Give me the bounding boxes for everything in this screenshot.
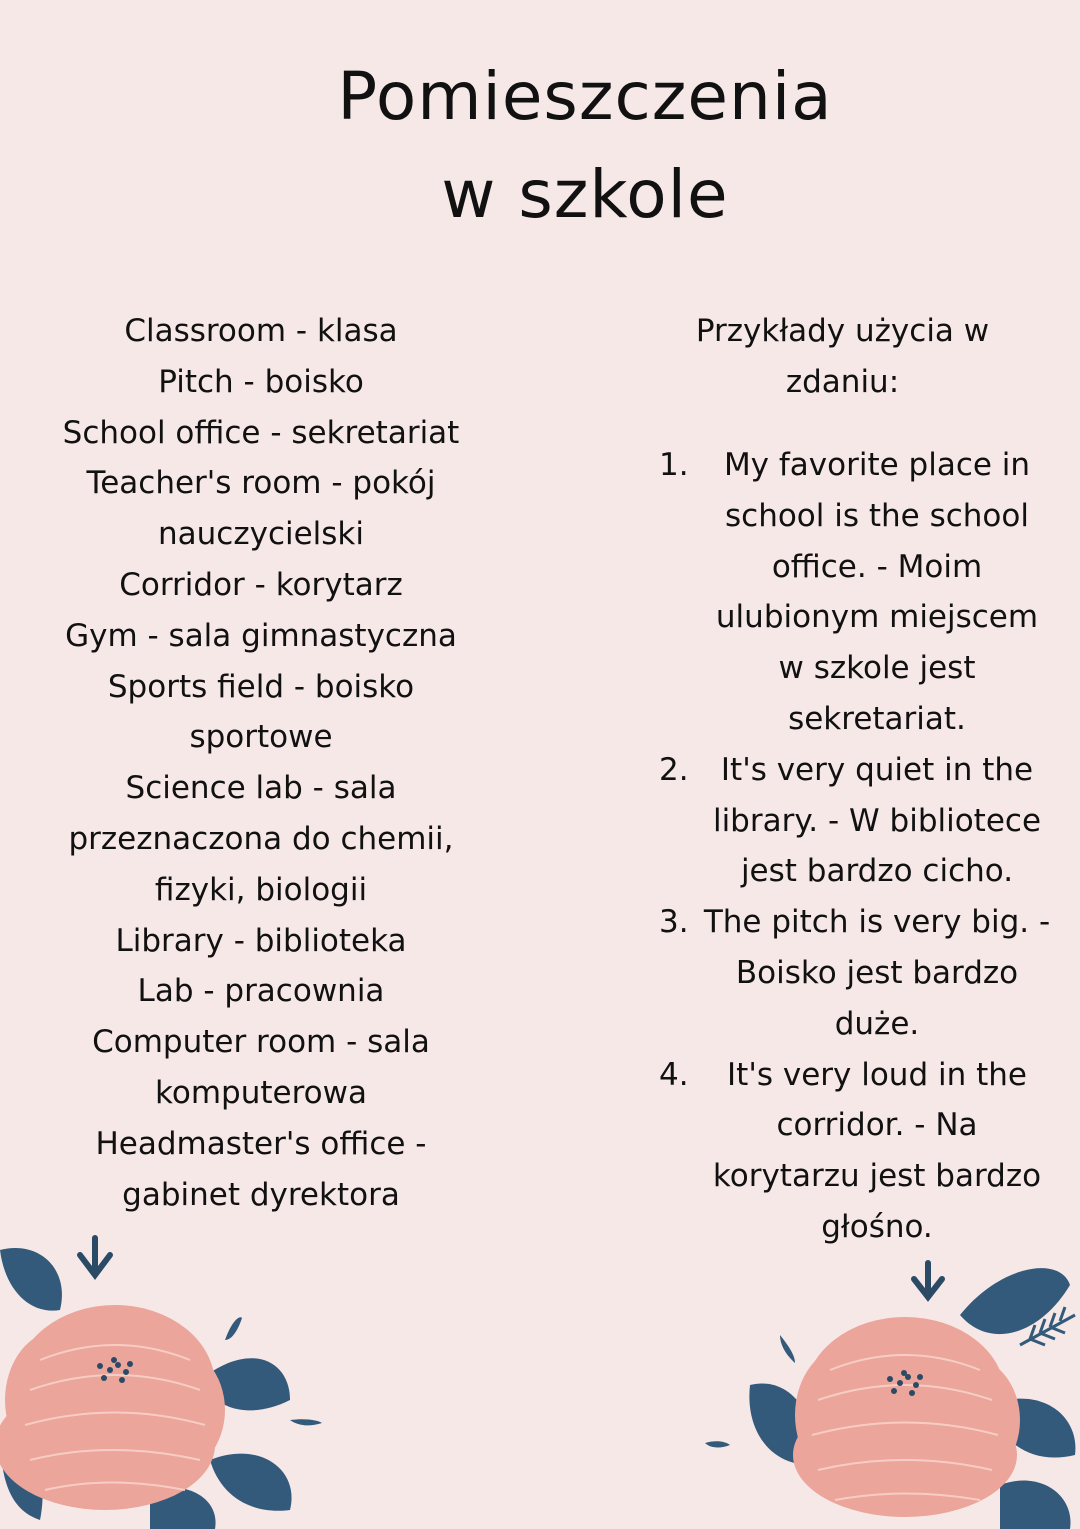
vocab-line: nauczycielski (157, 516, 364, 553)
vocab-line: Library - biblioteka (115, 922, 407, 959)
example-line: school is the school (725, 497, 1029, 534)
peony-flower-right-icon (700, 1255, 1080, 1529)
title-line-1: Pomieszczenia (337, 58, 833, 135)
example-line: sekretariat. (788, 700, 966, 737)
example-line: corridor. - Na (776, 1107, 978, 1144)
examples-heading-line-1: Przykłady użycia w (695, 313, 990, 349)
examples-heading-line-2: zdaniu: (785, 363, 900, 400)
title-line-2: w szkole (441, 156, 729, 233)
example-line: głośno. (821, 1208, 933, 1245)
vocab-line: przeznaczona do chemii, (68, 820, 454, 857)
example-line: The pitch is very big. - (703, 904, 1051, 941)
example-line: My favorite place in (723, 447, 1031, 483)
example-line: It's very quiet in the (720, 751, 1034, 788)
example-line: Boisko jest bardzo (735, 954, 1019, 991)
vocab-line: Science lab - sala (125, 770, 397, 807)
vocab-line: Sports field - boisko (107, 668, 415, 705)
example-item (655, 1050, 1055, 1253)
example-number: 2. (659, 751, 689, 788)
vocab-line: School office - sekretariat (62, 414, 460, 451)
peony-flower-left-icon (0, 1230, 330, 1529)
example-line: korytarzu jest bardzo (712, 1158, 1042, 1195)
vocab-line: Lab - pracownia (137, 973, 385, 1010)
example-line: It's very loud in the (727, 1056, 1027, 1093)
page-title (330, 48, 840, 244)
vocab-line: sportowe (189, 719, 333, 756)
example-line: ulubionym miejscem (715, 599, 1039, 636)
vocabulary-list (40, 306, 482, 1220)
example-line: office. - Moim (771, 548, 983, 585)
vocab-line: Corridor - korytarz (119, 566, 403, 603)
vocab-line: komputerowa (155, 1074, 367, 1111)
example-line: w szkole jest (778, 650, 976, 687)
examples-heading (665, 306, 1020, 408)
example-item (655, 440, 1055, 745)
example-number: 1. (659, 447, 689, 483)
vocab-line: Gym - sala gimnastyczna (65, 617, 457, 654)
example-item (655, 897, 1055, 1049)
example-number: 4. (659, 1056, 689, 1093)
vocab-line: fizyki, biologii (154, 871, 368, 908)
vocab-line: Computer room - sala (92, 1024, 430, 1061)
example-number: 3. (659, 904, 689, 941)
vocab-line: Headmaster's office - (95, 1125, 427, 1162)
example-line: library. - W bibliotece (712, 802, 1042, 839)
example-line: jest bardzo cicho. (740, 853, 1014, 890)
example-line: duże. (834, 1005, 920, 1042)
example-item (655, 745, 1055, 897)
vocab-line: Classroom - klasa (124, 313, 398, 349)
vocab-line: Pitch - boisko (158, 363, 364, 400)
vocab-line: Teacher's room - pokój (86, 465, 436, 502)
vocab-line: gabinet dyrektora (122, 1176, 400, 1213)
examples-list (655, 440, 1055, 1253)
